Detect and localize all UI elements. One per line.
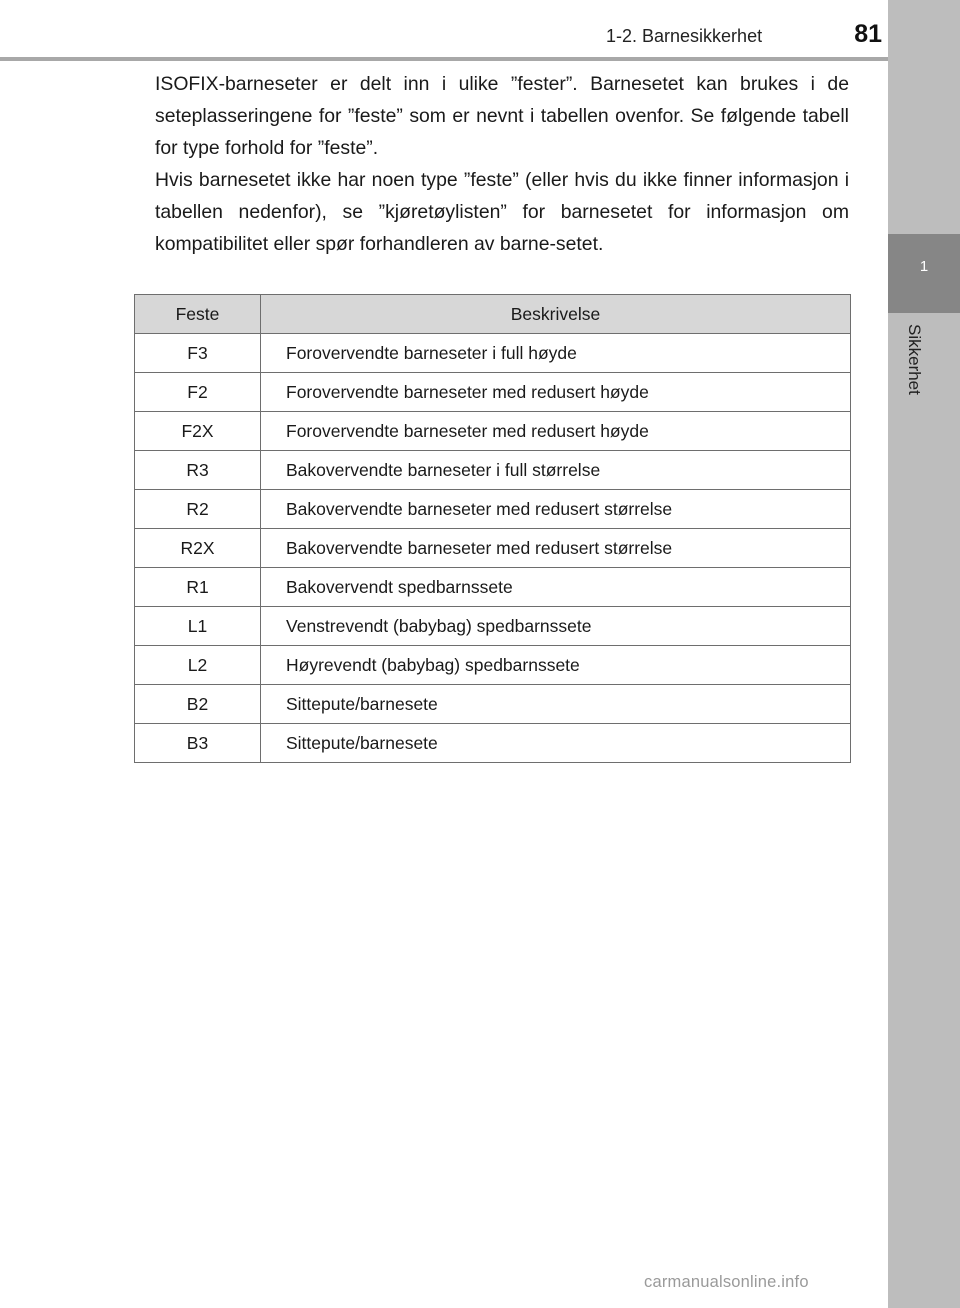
column-header-feste: Feste [135,295,261,334]
fixture-description: Bakovervendte barneseter med redusert størrelse [261,490,851,529]
intro-paragraph-1: ISOFIX-barneseter er delt inn i ulike ”fester”. Barnesetet kan brukes i de seteplasseringene for ”feste” som er nevnt i tabellen ovenfor. Se følgende tabell for type forhold for ”feste”. [155,73,849,159]
fixture-code: R2X [135,529,261,568]
section-title: 1-2. Barnesikkerhet [606,26,763,46]
page-number: 81 [854,20,882,48]
header-divider [0,57,888,61]
fixture-code: R1 [135,568,261,607]
intro-paragraph-2: Hvis barnesetet ikke har noen type ”feste” (eller hvis du ikke finner informasjon i tabellen nedenfor), se ”kjøretøylisten” for barnesetet for informasjon om kompatibilitet eller spør forhandleren av barne-setet. [155,169,849,255]
source-watermark: carmanualsonline.info [644,1273,809,1291]
fixture-description: Bakovervendte barneseter med redusert størrelse [261,529,851,568]
table-row [135,646,851,685]
table-row [135,568,851,607]
fixture-code: L2 [135,646,261,685]
intro-text [155,68,849,260]
table-header-row [135,295,851,334]
table-row [135,607,851,646]
chapter-label: Sikkerhet [905,324,924,395]
column-header-beskrivelse: Beskrivelse [261,295,851,334]
fixture-code: R2 [135,490,261,529]
table-row [135,451,851,490]
fixture-description: Sittepute/barnesete [261,685,851,724]
chapter-sidebar [888,0,960,1308]
fixture-description: Høyrevendt (babybag) spedbarnssete [261,646,851,685]
fixture-code: F2X [135,412,261,451]
fixture-description: Forovervendte barneseter i full høyde [261,334,851,373]
fixture-description: Sittepute/barnesete [261,724,851,763]
table-row [135,334,851,373]
fixture-description: Forovervendte barneseter med redusert høyde [261,373,851,412]
fixture-table-container [134,294,850,763]
fixture-description: Bakovervendt spedbarnssete [261,568,851,607]
fixture-code: R3 [135,451,261,490]
fixture-code: F3 [135,334,261,373]
fixture-description: Venstrevendt (babybag) spedbarnssete [261,607,851,646]
table-row [135,529,851,568]
chapter-number: 1 [919,258,929,275]
fixture-table [134,294,851,763]
table-row [135,412,851,451]
fixture-code: L1 [135,607,261,646]
fixture-code: B2 [135,685,261,724]
fixture-description: Bakovervendte barneseter i full størrelse [261,451,851,490]
table-row [135,724,851,763]
fixture-code: B3 [135,724,261,763]
table-row [135,373,851,412]
table-row [135,490,851,529]
table-row [135,685,851,724]
fixture-description: Forovervendte barneseter med redusert høyde [261,412,851,451]
fixture-code: F2 [135,373,261,412]
chapter-label-container [888,318,960,438]
